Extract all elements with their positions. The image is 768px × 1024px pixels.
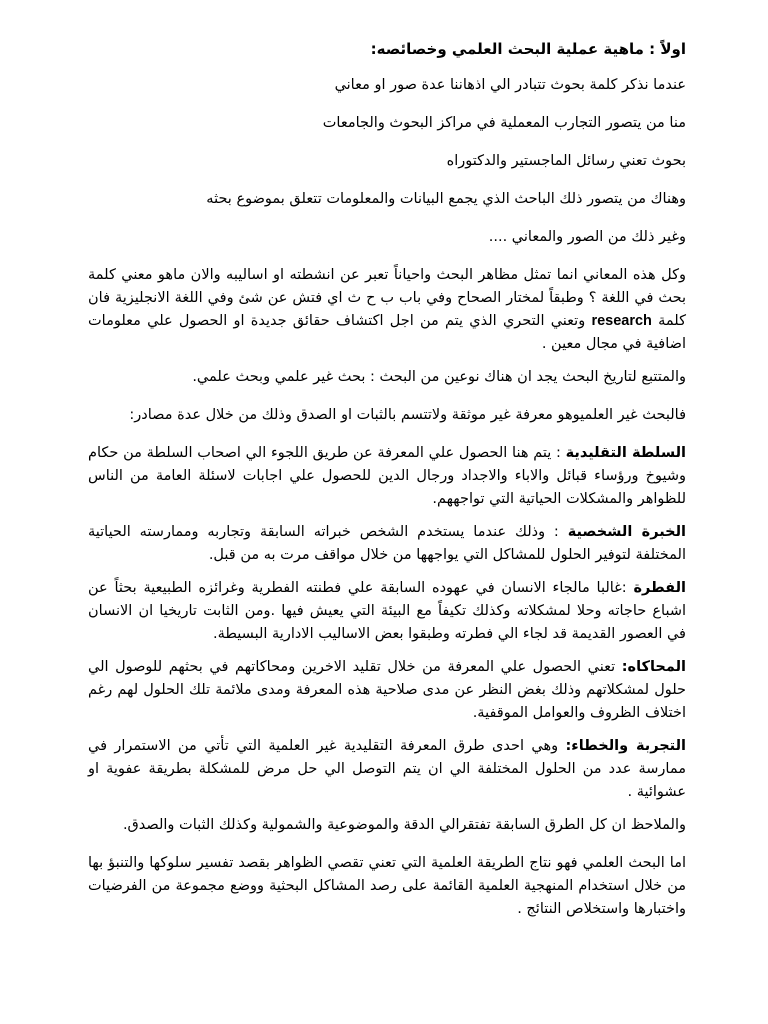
source-imitation [88,656,686,725]
history-line: والمتتبع لتاريخ البحث يجد ان هناك نوعين من البحث : بحث غير علمي وبحث علمي. [192,369,686,385]
source-term: التجربة والخطاء: [565,738,686,754]
closing-paragraph: اما البحث العلمي فهو نتاج الطريقة العلمية التي تعني تقصي الظواهر بقصد تفسير سلوكها والتنبؤ بها من خلال استخدام المنهجية العلمية القائمة على رصد المشاكل البحثية ووضع مجموعة من الفرضيات واختبارها واستخلاص النتائج . [88,855,686,917]
source-traditional-authority [88,442,686,511]
source-text: : وذلك عندما يستخدم الشخص خبراته السابقة وتجاربه وممارسته الحياتية المختلفة لتوفير الحلول للمشاكل التي يواجهها من خلال مواقف مرت به من قبل. [88,524,686,563]
source-text: : يتم هنا الحصول علي المعرفة عن طريق اللجوء الي اصحاب السلطة من حكام وشيوخ ورؤساء قبائل والاباء والاجداد ورجال الدين للحصول علي اجابات لاسئلة العامة من الناس للظواهر والمشكلات الحياتية التي تواجههم. [88,445,686,507]
source-trial-and-error [88,735,686,804]
observation-line: والملاحظ ان كل الطرق السابقة تفتقرالي الدقة والموضوعية والشمولية وكذلك الثبات والصدق. [122,817,686,833]
source-instinct [88,577,686,646]
source-personal-experience [88,521,686,567]
non-scientific-line: فالبحث غير العلميوهو معرفة غير موثقة ولاتتسم بالثبات او الصدق وذلك من خلال عدة مصادر: [129,407,686,423]
meaning-text-before: وكل هذه المعاني انما تمثل مظاهر البحث واحياناً تعبر عن انشطته او اساليبه والان ماهو معني كلمة بحث في اللغة ؟ وطبقاً لمختار الصحاح وفي باب ب ح ث اي فتش عن شئ وفي اللغة الانجليزية فان كلمة [88,267,687,329]
meaning-paragraph [88,264,686,356]
intro-line-5: وغير ذلك من الصور والمعاني .... [488,229,686,245]
intro-line-2: منا من يتصور التجارب المعملية في مراكز البحوث والجامعات [322,115,686,131]
source-term: المحاكاه: [621,659,686,675]
source-term: الفطرة [633,580,686,596]
intro-line-4: وهناك من يتصور ذلك الباحث الذي يجمع البيانات والمعلومات تتعلق بموضوع بحثه [206,191,686,207]
source-text: تعني الحصول علي المعرفة من خلال تقليد الاخرين ومحاكاتهم في بحثهم للوصول الي حلول لمشكلاتهم وذلك بغض النظر عن مدى صلاحية هذه المعرفة ومدى ملائمة تلك الحلول لهم رغم اختلاف الظروف والعوامل الموقفية. [88,659,686,721]
source-term: السلطة التقليدية [565,445,686,461]
intro-line-1: عندما نذكر كلمة بحوث تتبادر الي اذهاننا عدة صور او معاني [334,77,686,93]
intro-line-3: بحوث تعني رسائل الماجستير والدكتوراه [446,153,686,169]
meaning-text-after: وتعني التحري الذي يتم من اجل اكتشاف حقائق جديدة او الحصول علي معلومات اضافية في مجال معين . [88,313,686,352]
english-word-research: research [591,313,652,329]
source-text: :غالبا مالجاء الانسان في عهوده السابقة علي فطنته الفطرية وغرائزه الطبيعية بحثاً عن اشباع حاجاته وحلا لمشكلاته وكذلك تكيفاً مع البيئة التي يعيش فيها .ومن الثابت تاريخيا ان الانسان في العصور القديمة قد لجاء الي فطرته وطبقوا بعض الاساليب الادارية البسيطة. [88,580,686,642]
source-text: وهي احدى طرق المعرفة التقليدية غير العلمية التي تأتي من الاستمرار في ممارسة عدد من الحلول المختلفة الي ان يتم التوصل الي حل مرض للمشكلة بطريقة عفوية او عشوائية . [88,738,686,800]
source-term: الخبرة الشخصية [567,524,686,540]
section-heading: اولاً : ماهية عملية البحث العلمي وخصائصه: [370,40,686,58]
